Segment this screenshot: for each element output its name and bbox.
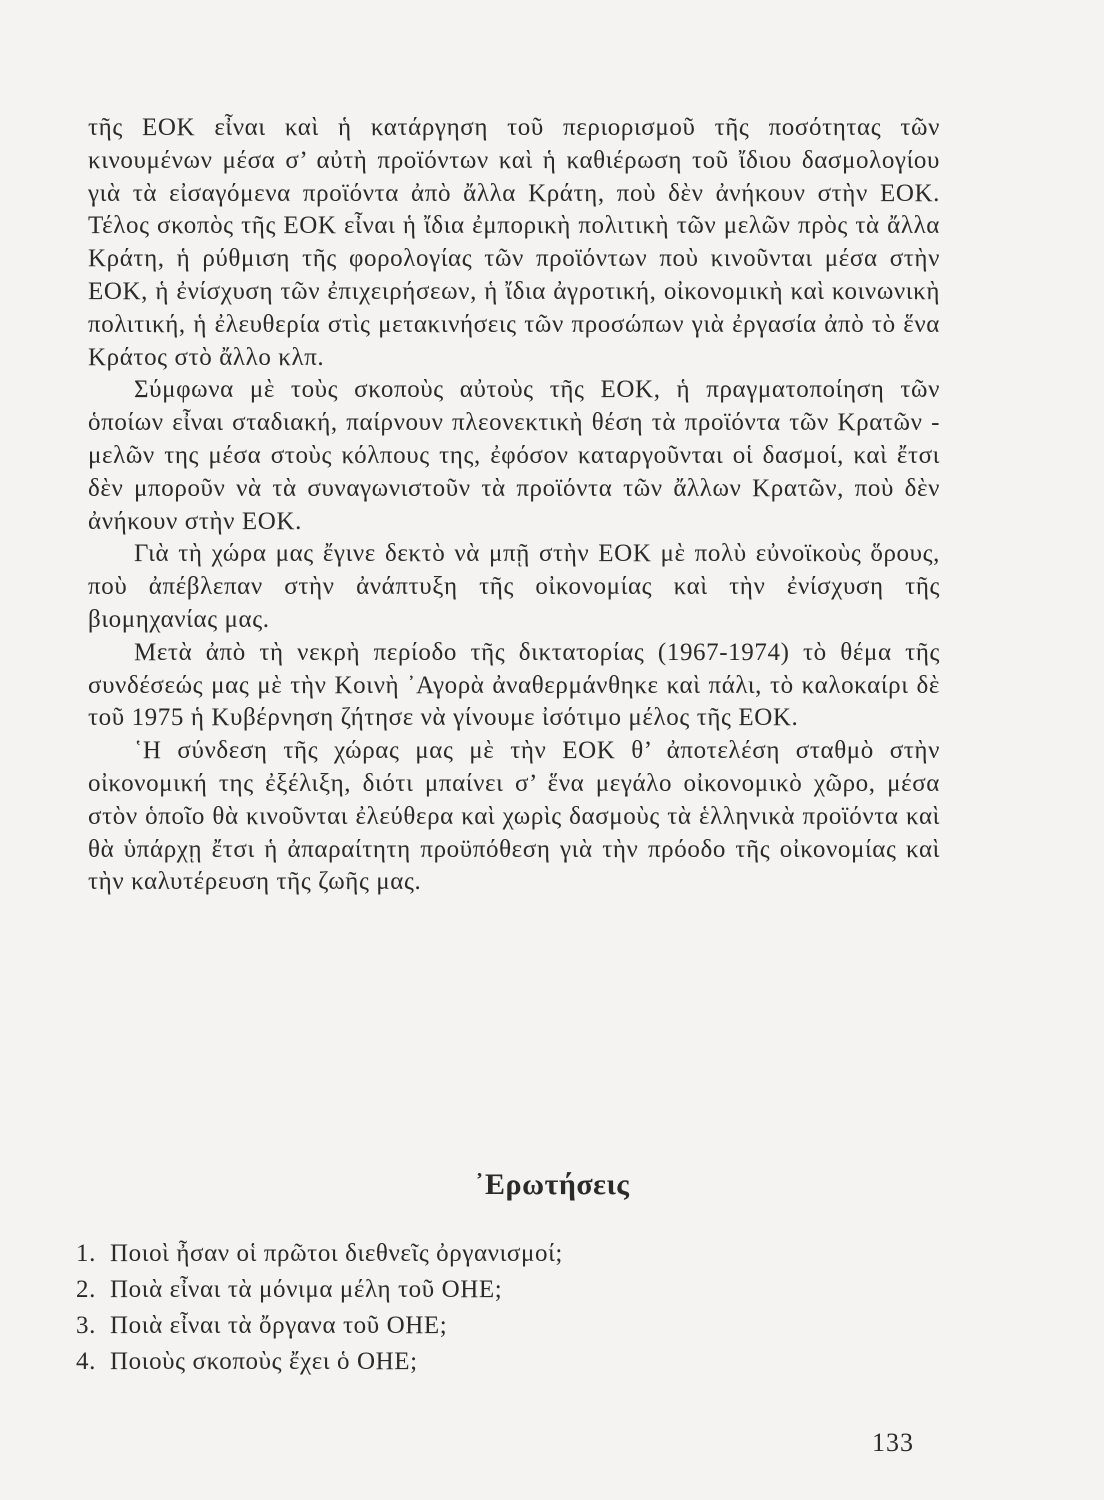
question-number: 1.: [76, 1240, 96, 1267]
question-text: Ποιοὺς σκοποὺς ἔχει ὁ ΟΗΕ;: [110, 1348, 418, 1375]
question-item: [76, 1236, 936, 1272]
page-number: 133: [872, 1428, 914, 1457]
paragraph-4: Μετὰ ἀπὸ τὴ νεκρὴ περίοδο τῆς δικτατορίας (1967-1974) τὸ θέμα τῆς συνδέσεώς μας μὲ τὴν Κοινὴ ᾿Αγορὰ ἀναθερμάνθηκε καὶ πάλι, τὸ καλοκαίρι δὲ τοῦ 1975 ἡ Κυβέρνηση ζήτησε νὰ γίνουμε ἰσότιμο μέλος τῆς ΕΟΚ.: [88, 638, 940, 732]
question-item: [76, 1272, 936, 1308]
paragraph-3: Γιὰ τὴ χώρα μας ἔγινε δεκτὸ νὰ μπῇ στὴν ΕΟΚ μὲ πολὺ εὐνοϊκοὺς ὅρους, ποὺ ἀπέβλεπαν στὴν ἀνάπτυξη τῆς οἰκονομίας καὶ τὴν ἐνίσχυση τῆς βιομηχανίας μας.: [88, 540, 940, 633]
question-number: 4.: [76, 1348, 96, 1375]
paragraph-5: ῾Η σύνδεση τῆς χώρας μας μὲ τὴν ΕΟΚ θ’ ἀποτελέση σταθμὸ στὴν οἰκονομική της ἐξέλιξη, διότι μπαίνει σ’ ἕνα μεγάλο οἰκονομικὸ χῶρο, μέσα στὸν ὁποῖο θὰ κινοῦνται ἐλεύθερα καὶ χωρὶς δασμοὺς τὰ ἑλληνικὰ προϊόντα καὶ θὰ ὑπάρχῃ ἔτσι ἡ ἀπαραίτητη προϋπόθεση γιὰ τὴν πρόοδο τῆς οἰκονομίας καὶ τὴν καλυτέρευση τῆς ζωῆς μας.: [88, 737, 940, 896]
question-number: 3.: [76, 1312, 96, 1339]
question-item: [76, 1344, 936, 1380]
body-text: [88, 112, 940, 899]
paragraph-1: τῆς ΕΟΚ εἶναι καὶ ἡ κατάργηση τοῦ περιορισμοῦ τῆς ποσότητας τῶν κινουμένων μέσα σ’ αὐτὴ προϊόντων καὶ ἡ καθιέρωση τοῦ ἴδιου δασμολογίου γιὰ τὰ εἰσαγόμενα προϊόντα ἀπὸ ἄλλα Κράτη, ποὺ δὲν ἀνήκουν στὴν ΕΟΚ. Τέλος σκοπὸς τῆς ΕΟΚ εἶναι ἡ ἴδια ἐμπορικὴ πολιτικὴ τῶν μελῶν πρὸς τὰ ἄλλα Κράτη, ἡ ρύθμιση τῆς φορολογίας τῶν προϊόντων ποὺ κινοῦνται μέσα στὴν ΕΟΚ, ἡ ἐνίσχυση τῶν ἐπιχειρήσεων, ἡ ἴδια ἀγροτική, οἰκονομικὴ καὶ κοινωνικὴ πολιτική, ἡ ἐλευθερία στὶς μετακινήσεις τῶν προσώπων γιὰ ἐργασία ἀπὸ τὸ ἕνα Κράτος στὸ ἄλλο κλπ.: [88, 114, 940, 371]
question-text: Ποιὰ εἶναι τὰ μόνιμα μέλη τοῦ ΟΗΕ;: [110, 1276, 503, 1303]
paragraph-2: Σύμφωνα μὲ τοὺς σκοποὺς αὐτοὺς τῆς ΕΟΚ, ἡ πραγματοποίηση τῶν ὁποίων εἶναι σταδιακή, παίρνουν πλεονεκτικὴ θέση τὰ προϊόντα τῶν Κρατῶν - μελῶν της μέσα στοὺς κόλπους της, ἐφόσον καταργοῦνται οἱ δασμοί, καὶ ἔτσι δὲν μποροῦν νὰ τὰ συναγωνιστοῦν τὰ προϊόντα τῶν ἄλλων Κρατῶν, ποὺ δὲν ἀνήκουν στὴν ΕΟΚ.: [88, 376, 940, 535]
question-item: [76, 1308, 936, 1344]
question-text: Ποιὰ εἶναι τὰ ὄργανα τοῦ ΟΗΕ;: [110, 1312, 448, 1339]
question-number: 2.: [76, 1276, 96, 1303]
questions-list: [76, 1236, 936, 1380]
questions-heading: ᾿Ερωτήσεις: [474, 1168, 630, 1201]
question-text: Ποιοὶ ἦσαν οἱ πρῶτοι διεθνεῖς ὀργανισμοί;: [110, 1240, 563, 1267]
